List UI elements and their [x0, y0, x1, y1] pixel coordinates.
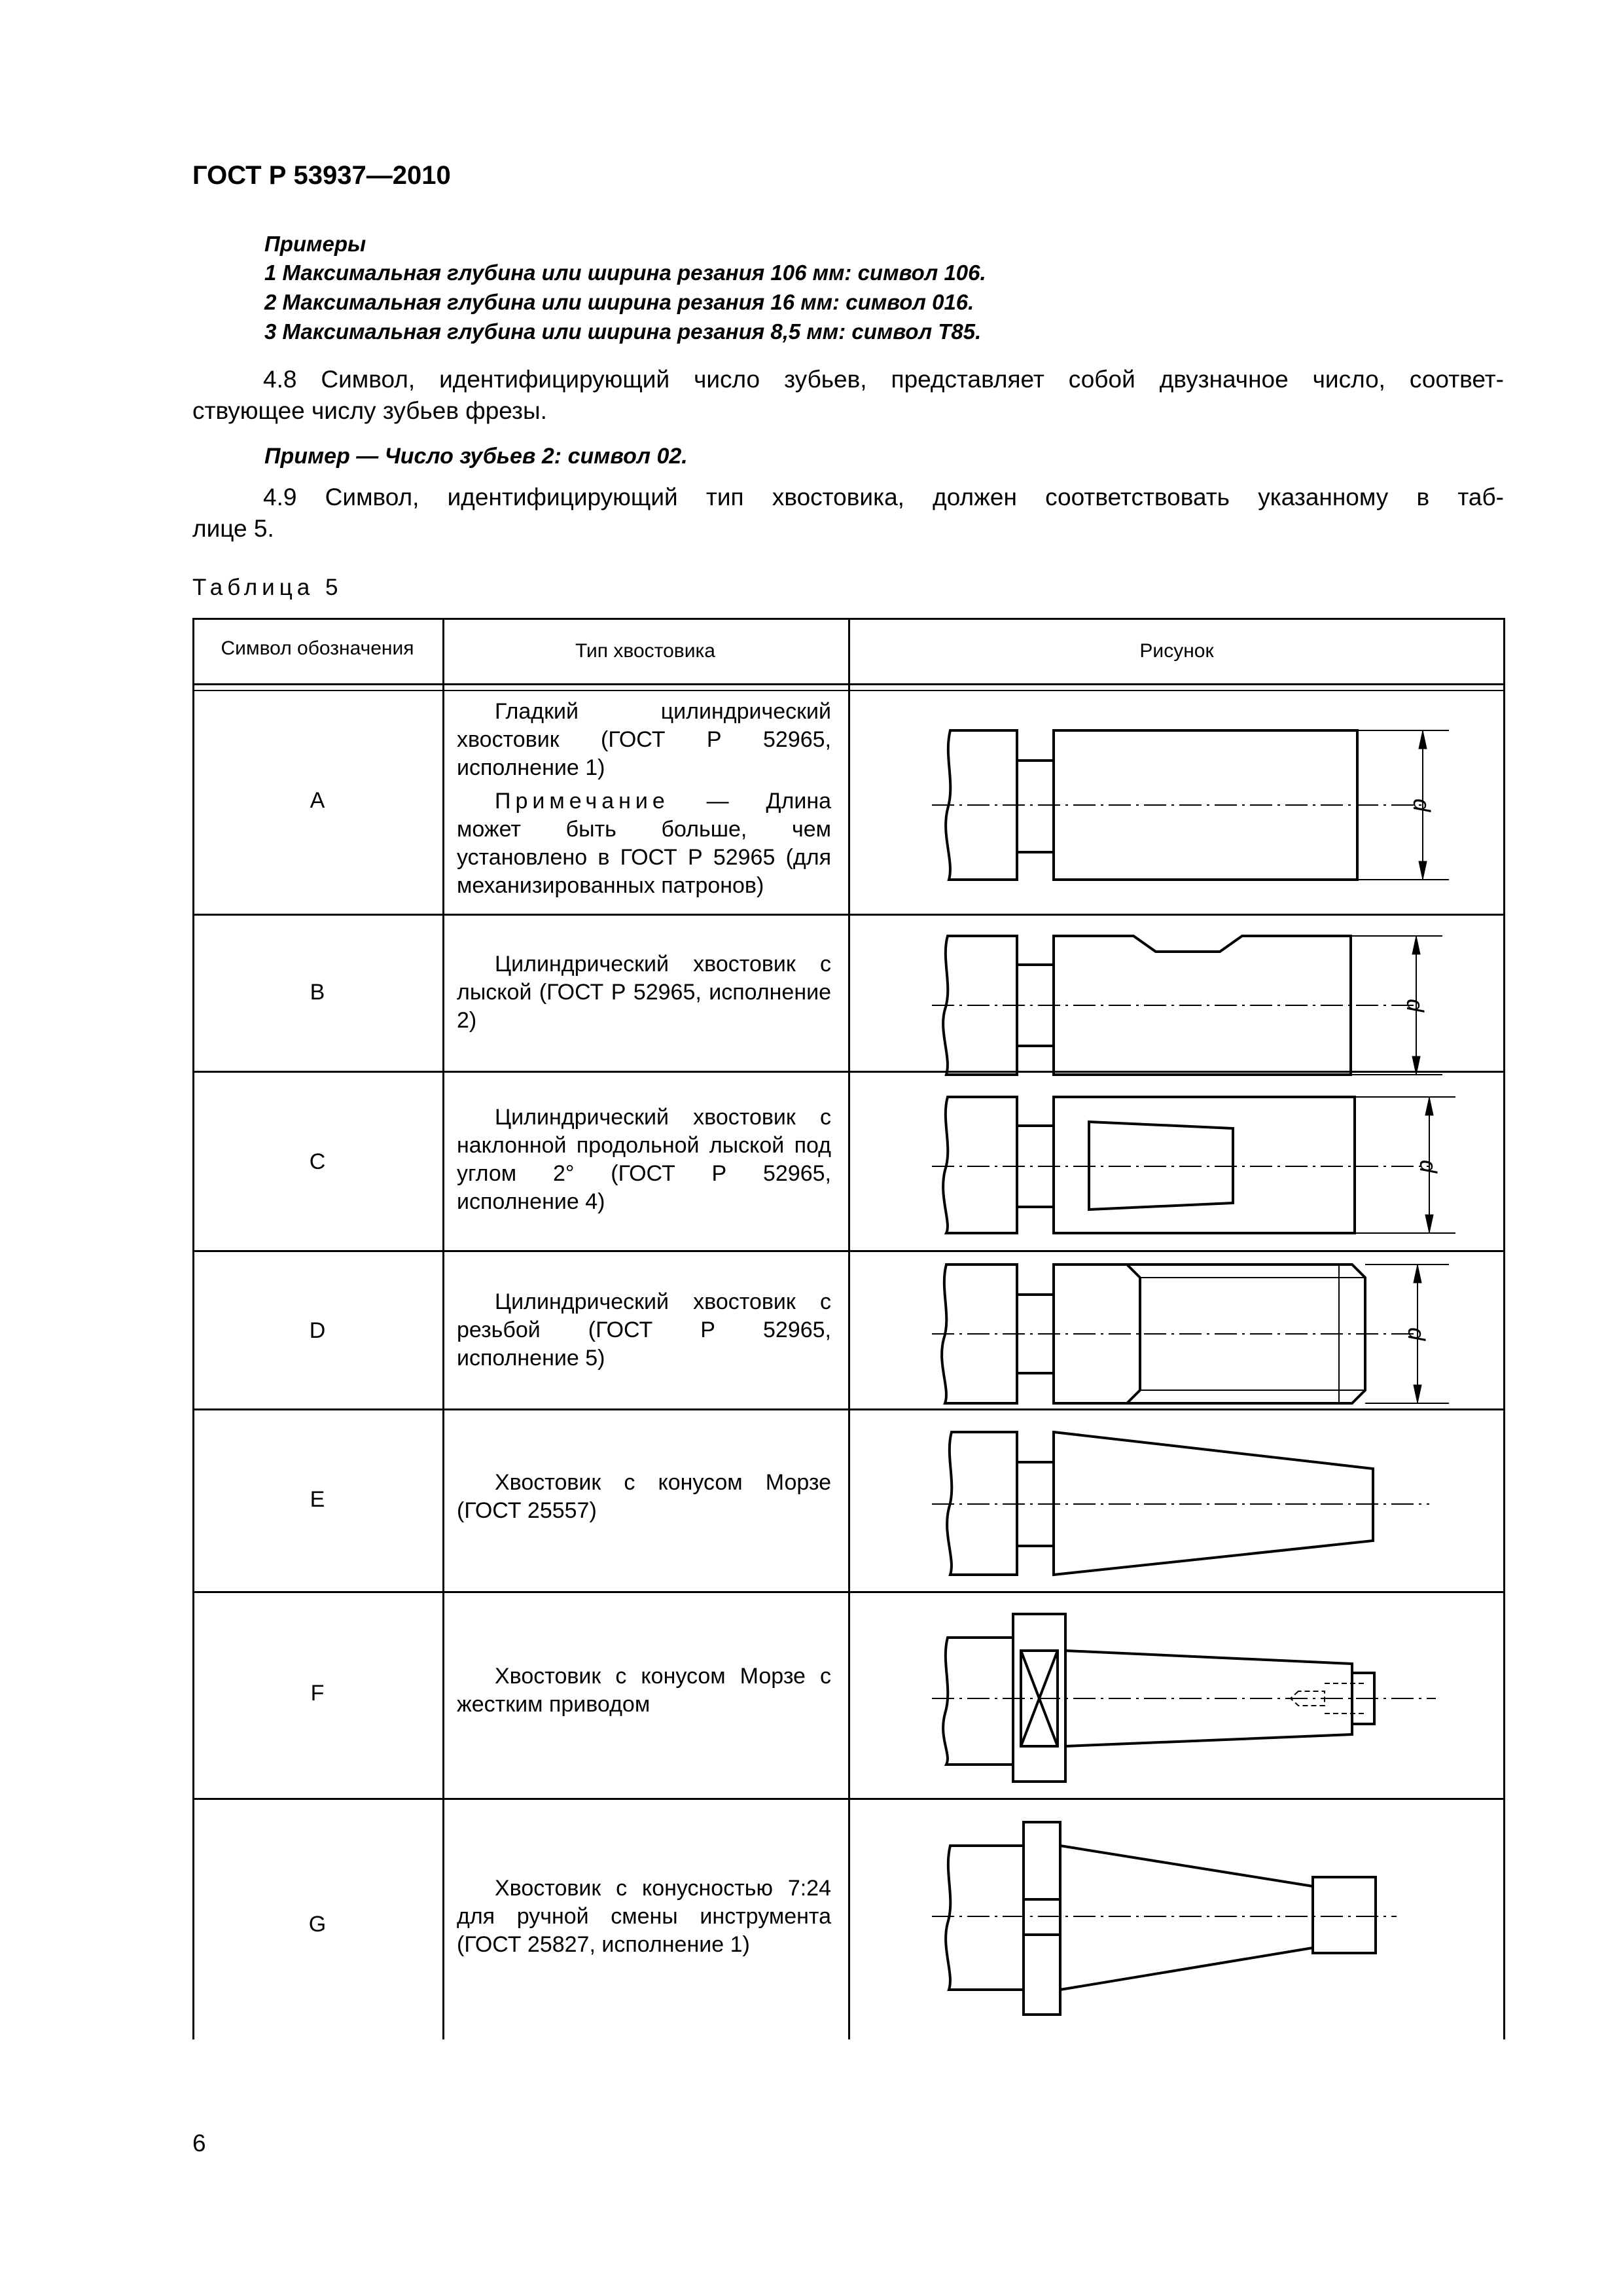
row-d-description	[457, 1288, 831, 1372]
paragraph-4-8-line-1: 4.8 Символ, идентифицирующий число зубьев, представляет собой двузначное число, соответ-	[263, 366, 1504, 393]
row-e-type: Хвостовик с конусом Морзе (ГОСТ 25557)	[457, 1470, 831, 1523]
row-f-type: Хвостовик с конусом Морзе с жестким приводом	[457, 1664, 831, 1717]
row-a-note-head: Примечание	[495, 789, 669, 814]
row-g-description	[457, 1874, 831, 1959]
figure-shank-f	[932, 1597, 1462, 1793]
row-a-note	[457, 787, 831, 900]
table-border-right	[1503, 618, 1505, 2039]
column-divider	[848, 618, 850, 2039]
row-g-type: Хвостовик с конусностью 7:24 для ручной смены инструмента (ГОСТ 25827, исполнение 1)	[457, 1876, 831, 1957]
row-f-description	[457, 1662, 831, 1719]
figure-shank-b	[932, 927, 1462, 1077]
row-d-type: Цилиндрический хвостовик с резьбой (ГОСТ Р 52965, исполнение 5)	[457, 1289, 831, 1371]
row-f-symbol: F	[310, 1681, 325, 1706]
row-a-note-text: — Длина может быть больше, чем установлено в ГОСТ Р 52965 (для механизированных патронов)	[457, 789, 831, 898]
shank-table	[192, 618, 1505, 2039]
figure-shank-a	[932, 717, 1462, 901]
row-c-description	[457, 1103, 831, 1216]
dimension-d-label: d	[1415, 1159, 1442, 1174]
dimension-d-label: d	[1403, 1327, 1430, 1341]
row-a-type: Гладкий цилиндрический хвостовик (ГОСТ Р 52965, исполнение 1)	[457, 699, 831, 780]
page-number: 6	[192, 2130, 206, 2157]
paragraph-4-9	[192, 482, 1504, 545]
paragraph-4-9-line-1: 4.9 Символ, идентифицирующий тип хвостовика, должен соответствовать указанному в таб-	[263, 484, 1504, 511]
row-g-symbol: G	[308, 1912, 327, 1937]
header-type: Тип хвостовика	[575, 640, 715, 662]
row-b-symbol: B	[310, 980, 325, 1005]
teeth-example: Пример — Число зубьев 2: символ 02.	[264, 444, 688, 469]
row-a-description	[457, 698, 831, 900]
dimension-d-label: d	[1402, 998, 1429, 1013]
table-label: Таблица 5	[192, 575, 343, 600]
figure-shank-c	[932, 1088, 1462, 1251]
row-a-symbol: A	[310, 788, 325, 813]
header-figure: Рисунок	[1139, 640, 1214, 662]
paragraph-4-8-line-2: ствующее числу зубьев фрезы.	[192, 397, 547, 424]
figure-shank-e	[932, 1420, 1462, 1584]
row-b-description	[457, 950, 831, 1035]
row-d-symbol: D	[309, 1318, 326, 1343]
dimension-d-label: d	[1408, 798, 1435, 812]
example-line-3: 3 Максимальная глубина или ширина резания 8,5 мм: символ T85.	[264, 319, 982, 344]
example-line-2: 2 Максимальная глубина или ширина резания 16 мм: символ 016.	[264, 290, 974, 314]
row-c-symbol: C	[309, 1149, 326, 1174]
row-e-symbol: E	[310, 1487, 325, 1512]
figure-shank-g	[932, 1813, 1462, 2022]
header-symbol: Символ обозначения	[221, 637, 414, 659]
figure-shank-d	[932, 1259, 1462, 1410]
row-b-type: Цилиндрический хвостовик с лыской (ГОСТ Р 52965, исполнение 2)	[457, 952, 831, 1033]
column-divider	[442, 618, 444, 2039]
paragraph-4-8	[192, 364, 1504, 427]
paragraph-4-9-line-2: лице 5.	[192, 515, 274, 542]
document-header: ГОСТ Р 53937—2010	[192, 161, 451, 190]
row-c-type: Цилиндрический хвостовик с наклонной продольной лыской под углом 2° (ГОСТ Р 52965, исполнение 4)	[457, 1105, 831, 1214]
example-line-1: 1 Максимальная глубина или ширина резания 106 мм: символ 106.	[264, 260, 986, 285]
examples-title: Примеры	[264, 232, 366, 256]
row-e-description	[457, 1469, 831, 1525]
